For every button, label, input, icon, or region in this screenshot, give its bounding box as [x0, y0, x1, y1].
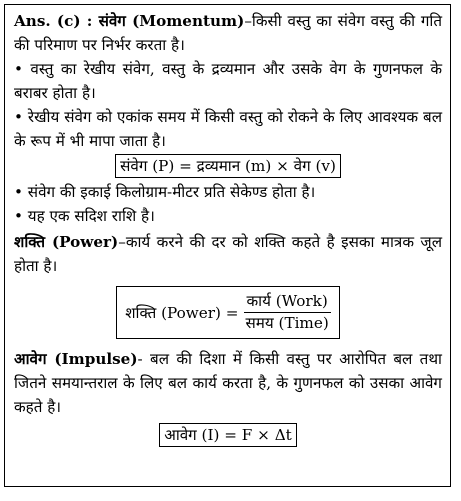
answer-card	[4, 4, 451, 487]
bullet-item: • यह एक सदिश राशि है।	[14, 207, 155, 225]
power-fraction	[244, 291, 331, 334]
answer-label: Ans. (c) : संवेग (Momentum)	[14, 12, 245, 30]
impulse-paragraph	[14, 347, 442, 419]
impulse-formula	[14, 423, 442, 447]
power-paragraph	[14, 230, 442, 278]
momentum-formula-box: संवेग (P) = द्रव्यमान (m) × वेग (v)	[115, 154, 341, 178]
bullet-icon: •	[14, 60, 23, 78]
momentum-definition: –किसी वस्तु का संवेग वस्तु की गति की परिमाण पर निर्भर करता है।	[14, 12, 442, 54]
power-formula-box	[116, 286, 340, 339]
bullet-icon: •	[14, 183, 23, 201]
power-denominator: समय (Time)	[245, 314, 329, 332]
bullet-item: • वस्तु का रेखीय संवेग, वस्तु के द्रव्यमान और उसके वेग के गुणनफल के बराबर होता है।	[14, 60, 442, 102]
impulse-heading: आवेग (Impulse)	[14, 350, 138, 368]
bullet-item: • संवेग की इकाई किलोग्राम-मीटर प्रति सेकेण्ड होता है।	[14, 183, 316, 201]
bullet-icon: •	[14, 108, 23, 126]
bullet-item: • रेखीय संवेग को एकांक समय में किसी वस्तु को रोकने के लिए आवश्यक बल के रूप में भी मापा जाता है।	[14, 108, 442, 150]
power-heading: शक्ति (Power)	[14, 233, 119, 251]
power-definition: –कार्य करने की दर को शक्ति कहते है इसका मात्रक जूल होता है।	[14, 233, 442, 275]
impulse-definition: - बल की दिशा में किसी वस्तु पर आरोपित बल तथा जितने समयान्तराल के लिए बल कार्य करता है, के गुणनफल को उसका आवेग कहते है।	[14, 350, 442, 416]
momentum-formula	[14, 154, 442, 178]
impulse-formula-box: आवेग (I) = F × Δt	[159, 423, 297, 447]
power-formula	[14, 286, 442, 339]
momentum-intro	[14, 9, 442, 57]
power-formula-lhs: शक्ति (Power) =	[125, 303, 239, 322]
bullet-icon: •	[14, 207, 23, 225]
power-numerator: कार्य (Work)	[244, 291, 331, 313]
